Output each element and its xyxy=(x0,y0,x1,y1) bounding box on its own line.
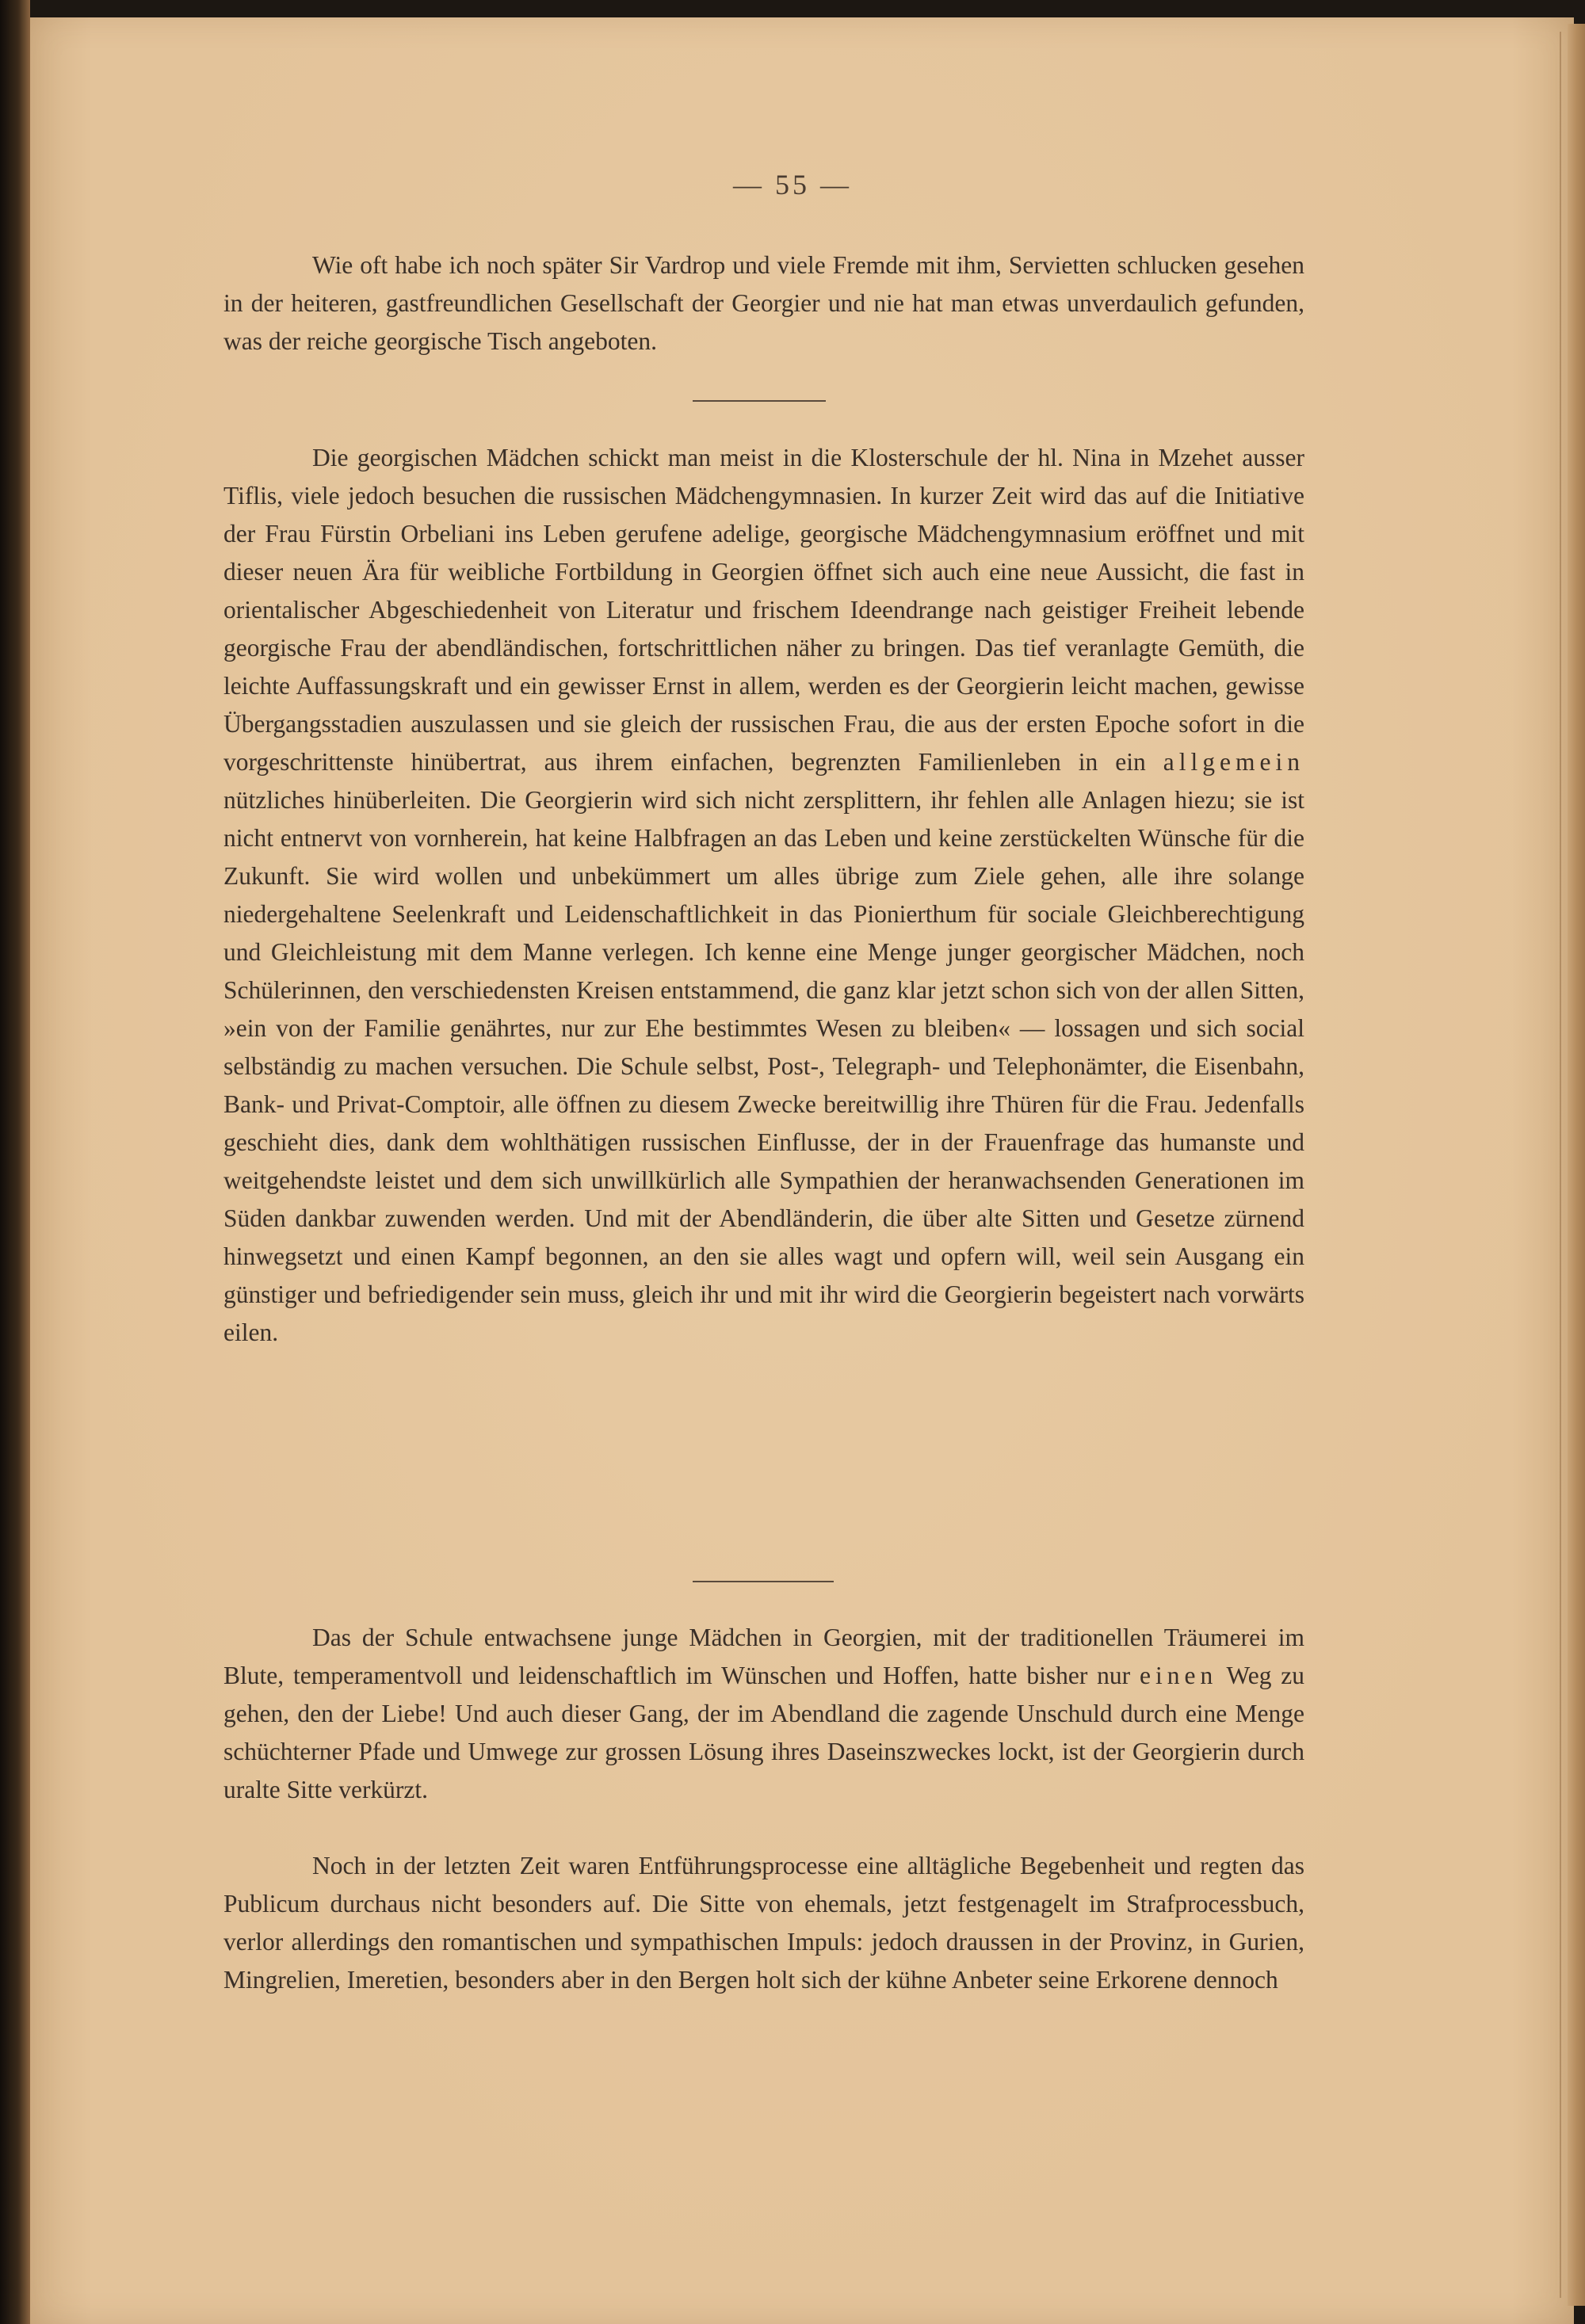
paragraph-2 xyxy=(223,439,1304,1352)
paragraph-text: Noch in der letzten Zeit waren Entführungsprocesse eine alltägliche Begebenheit und regten das Publicum durchaus nicht besonders auf. Die Sitte von ehemals, jetzt festgenagelt im Strafprocessbuch, verlor allerdings den romantischen und sympathischen Impuls: jedoch draussen in der Provinz, in Gurien, Mingrelien, Imeretien, besonders aber in den Bergen holt sich der kühne Anbeter seine Erkorene dennoch xyxy=(223,1852,1304,1994)
book-spine-shadow xyxy=(0,0,30,2324)
page-edge xyxy=(1568,24,1585,2306)
emphasis-spaced: allgemein xyxy=(1163,748,1304,776)
paragraph-4 xyxy=(223,1847,1304,1999)
page-number: — 55 — xyxy=(733,169,852,200)
paragraph-text: Wie oft habe ich noch später Sir Vardrop und viele Fremde mit ihm, Servietten schlucken gesehen in der heiteren, gastfreundlichen Gesellschaft der Georgier und nie hat man etwas unverdaulich gefunden, was der reiche georgische Tisch angeboten. xyxy=(223,251,1304,355)
paragraph-3 xyxy=(223,1619,1304,1809)
paragraph-text: Das der Schule entwachsene junge Mädchen in Georgien, mit der traditionellen Träumerei im Blute, temperamentvoll und leidenschaftlich im Wünschen und Hoffen, hatte bisher nur einen Weg zu gehen, den der Liebe! Und auch dieser Gang, der im Abendland die zagende Unschuld durch eine Menge schüchterner Pfade und Umwege zur grossen Lösung ihres Daseinszweckes lockt, ist der Georgierin durch uralte Sitte verkürzt. xyxy=(223,1624,1305,1803)
paragraph-1 xyxy=(223,246,1304,361)
page-edge-line xyxy=(1560,32,1561,2298)
section-divider xyxy=(693,400,826,402)
paragraph-text: Die georgischen Mädchen schickt man meist in die Klosterschule der hl. Nina in Mzehet ausser Tiflis, viele jedoch besuchen die russischen Mädchengymnasien. In kurzer Zeit wird das auf die Initiative der Frau Fürstin Orbeliani ins Leben gerufene adelige, georgische Mädchengymnasium eröffnet und mit dieser neuen Ära für weibliche Fortbildung in Georgien öffnet sich auch eine neue Aussicht, die fast in orientalischer Abgeschiedenheit von Literatur und frischem Ideendrange nach geistiger Freiheit lebende georgische Frau der abendländischen, fortschrittlichen näher zu bringen. Das tief veranlagte Gemüth, die leichte Auffassungskraft und ein gewisser Ernst in allem, werden es der Georgierin leicht machen, gewisse Übergangsstadien auszulassen und sie gleich der russischen Frau, die aus der ersten Epoche sofort in die vorgeschrittenste hinübertrat, aus ihrem einfachen, begrenzten Familienleben in ein allgemein nützliches hinüberleiten. Die Georgierin wird sich nicht zersplittern, ihr fehlen alle Anlagen hiezu; sie ist nicht entnervt von vornherein, hat keine Halbfragen an das Leben und keine zerstückelten Wünsche für die Zukunft. Sie wird wollen und unbekümmert um alles übrige zum Ziele gehen, alle ihre solange niedergehaltene Seelenkraft und Leidenschaftlichkeit in das Pionierthum für sociale Gleichberechtigung und Gleichleistung mit dem Manne verlegen. Ich kenne eine Menge junger georgischer Mädchen, noch Schülerinnen, den verschiedensten Kreisen entstammend, die ganz klar jetzt schon sich von der allen Sitten, »ein von der Familie genährtes, nur zur Ehe bestimmtes Wesen zu bleiben« — lossagen und sich social selbständig zu machen versuchen. Die Schule selbst, Post-, Telegraph- und Telephonämter, die Eisenbahn, Bank- und Privat-Comptoir, alle öffnen zu diesem Zwecke bereitwillig ihre Thüren für die Frau. Jedenfalls geschieht dies, dank dem wohlthätigen russischen Einflusse, der in der Frauenfrage das humanste und weitgehendste leistet und dem sich unwillkürlich alle Sympathien der heranwachsenden Generationen im Süden dankbar zuwenden werden. Und mit der Abendländerin, die über alte Sitten und Gesetze zürnend hinwegsetzt und einen Kampf begonnen, an den sie alles wagt und opfern will, weil sein Ausgang ein günstiger und befriedigender sein muss, gleich ihr und mit ihr wird die Georgierin begeistert nach vorwärts eilen. xyxy=(223,444,1304,1346)
emphasis-spaced: einen xyxy=(1140,1662,1218,1689)
section-divider xyxy=(693,1581,834,1582)
